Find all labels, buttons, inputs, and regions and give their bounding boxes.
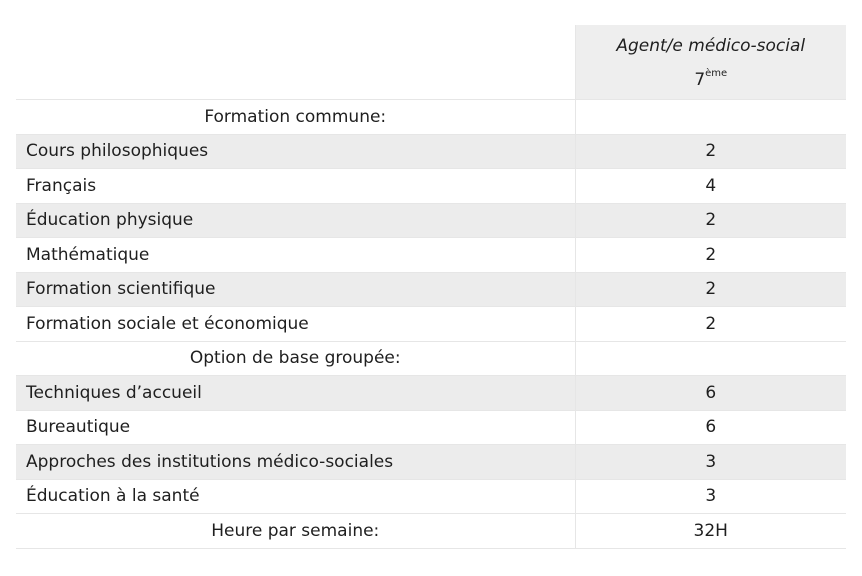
course-hours: 3 (575, 479, 846, 514)
section-header-row (16, 100, 846, 135)
table-header-row (16, 25, 846, 100)
table-row (16, 238, 846, 273)
program-header-cell (575, 25, 846, 100)
course-name: Bureautique (16, 410, 575, 445)
course-name: Français (16, 169, 575, 204)
table-row (16, 410, 846, 445)
year-label (576, 70, 847, 90)
course-hours: 2 (575, 238, 846, 273)
course-hours: 2 (575, 272, 846, 307)
course-name: Approches des institutions médico-sociales (16, 445, 575, 480)
course-hours: 3 (575, 445, 846, 480)
course-hours: 4 (575, 169, 846, 204)
section-hours-cell (575, 341, 846, 376)
table-row (16, 307, 846, 342)
section-title: Formation commune: (16, 100, 575, 135)
year-suffix: ème (705, 68, 728, 79)
course-name: Techniques d’accueil (16, 376, 575, 411)
course-name: Formation sociale et économique (16, 307, 575, 342)
course-hours: 2 (575, 203, 846, 238)
table-row (16, 445, 846, 480)
header-empty-cell (16, 25, 575, 100)
course-hours: 6 (575, 376, 846, 411)
table-row (16, 272, 846, 307)
section-header-row (16, 341, 846, 376)
table-row (16, 134, 846, 169)
course-name: Éducation physique (16, 203, 575, 238)
course-name: Éducation à la santé (16, 479, 575, 514)
table-row (16, 203, 846, 238)
section-hours-cell (575, 100, 846, 135)
course-hours-table (16, 25, 846, 549)
total-hours: 32H (575, 514, 846, 549)
course-hours: 2 (575, 307, 846, 342)
course-name: Mathématique (16, 238, 575, 273)
total-row (16, 514, 846, 549)
section-title: Option de base groupée: (16, 341, 575, 376)
program-title: Agent/e médico-social (616, 36, 806, 56)
table-row (16, 169, 846, 204)
table-row (16, 376, 846, 411)
year-number: 7 (694, 70, 706, 90)
table-row (16, 479, 846, 514)
total-label: Heure par semaine: (16, 514, 575, 549)
course-name: Cours philosophiques (16, 134, 575, 169)
course-hours: 2 (575, 134, 846, 169)
course-hours: 6 (575, 410, 846, 445)
course-name: Formation scientifique (16, 272, 575, 307)
